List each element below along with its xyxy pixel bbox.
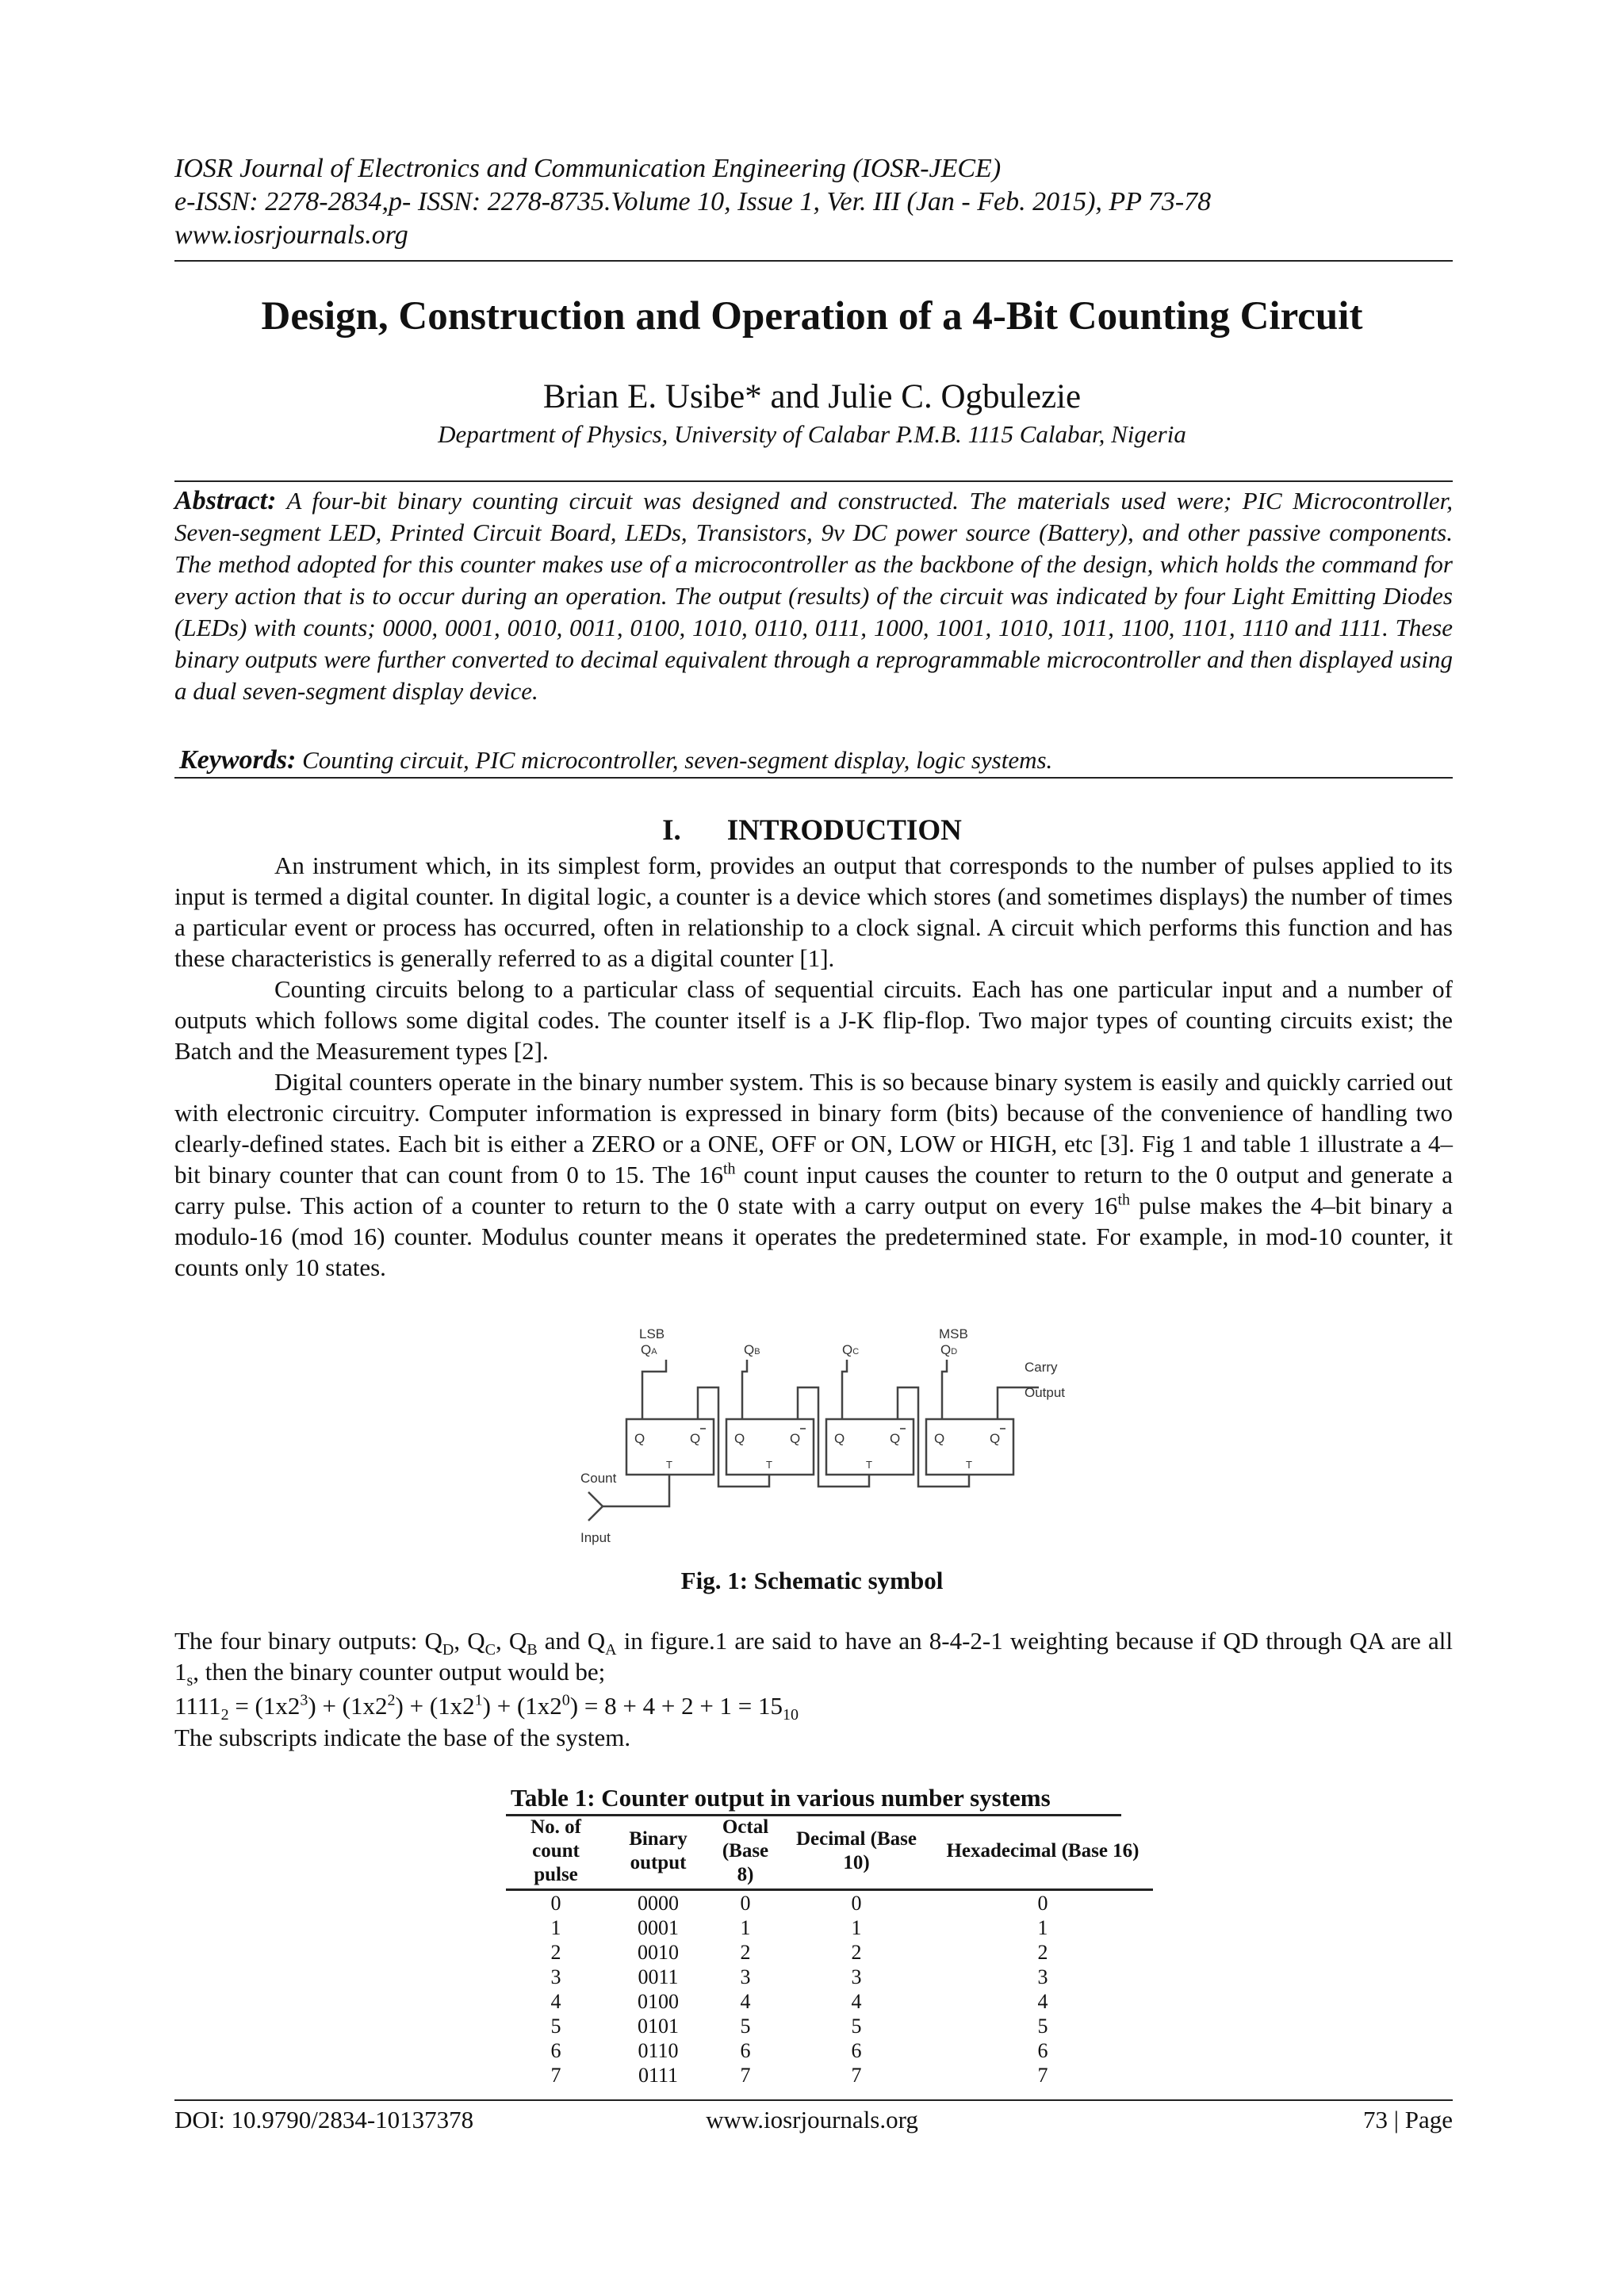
input-arrow-lower <box>588 1506 603 1521</box>
label-qb: QB <box>744 1342 760 1357</box>
table-header-binary: Binary output <box>606 1816 710 1890</box>
label-msb: MSB <box>939 1326 968 1341</box>
table-body <box>506 1890 1153 2088</box>
table-header-octal: Octal (Base 8) <box>710 1816 780 1890</box>
ff-b-q: Q <box>734 1431 745 1446</box>
superscript-th: th <box>722 1160 736 1178</box>
journal-name: IOSR Journal of Electronics and Communication Engineering (IOSR-JECE) <box>174 154 1002 183</box>
ff-b-t: T <box>766 1459 772 1471</box>
section-title: INTRODUCTION <box>726 814 962 847</box>
abstract-top-rule <box>174 480 1453 482</box>
table-cell: 0110 <box>638 2039 679 2062</box>
intro-body <box>174 850 1453 1283</box>
intro-paragraph-2: Counting circuits belong to a particular class of sequential circuits. Each has one particular input and a number of outputs which follows some digital codes. The counter itself is a J-K flip-flop. Two major types of counting circuits exist; the Batch and the Measurement types [2]. <box>174 975 1453 1065</box>
label-count: Count <box>580 1471 617 1486</box>
ff-c-t: T <box>866 1459 872 1471</box>
table-cell: 6 <box>1037 2039 1048 2062</box>
table-cell: 3 <box>740 1965 751 1988</box>
table-row <box>506 1965 1153 1989</box>
table-header-hexadecimal: Hexadecimal (Base 16) <box>933 1816 1153 1890</box>
table-cell: 3 <box>1037 1965 1048 1988</box>
table-cell: 4 <box>550 1990 561 2013</box>
table-cell: 7 <box>550 2064 561 2087</box>
label-carry: Carry <box>1025 1360 1058 1375</box>
table-cell: 0000 <box>638 1892 679 1915</box>
abstract-label: Abstract: <box>174 486 277 515</box>
keywords-text: Counting circuit, PIC microcontroller, seven-segment display, logic systems. <box>302 746 1053 774</box>
table-cell: 0011 <box>638 1965 679 1988</box>
subscripts-note: The subscripts indicate the base of the system. <box>174 1724 631 1751</box>
abstract-text: A four-bit binary counting circuit was designed and constructed. The materials used were; PIC Microcontroller, Seven-segment LED, Printed Circuit Board, LEDs, Transistors, 9v DC power source (Battery), and other passive components. The method adopted for this counter makes use of a microcontroller as the backbone of the design, which holds the command for every action that is to occur during an operation. The output (results) of the circuit was indicated by four Light Emitting Diodes (LEDs) with counts; 0000, 0001, 0010, 0011, 0100, 1010, 0110, 0111, 1000, 1001, 1010, 1011, 1100, 1101, 1110 and 1111. These binary outputs were further converted to decimal equivalent through a reprogrammable microcontroller and then displayed using a dual seven-segment display device. <box>174 487 1453 705</box>
table-row <box>506 1940 1153 1965</box>
ff-a-qbar: Q <box>690 1431 701 1446</box>
paper-authors: Brian E. Usibe* and Julie C. Ogbulezie <box>542 378 1082 415</box>
table-cell: 2 <box>851 1941 862 1964</box>
ff-d-q: Q <box>934 1431 945 1446</box>
ff-d-t: T <box>966 1459 972 1471</box>
table-cell: 5 <box>740 2015 751 2038</box>
ff-a-q: Q <box>634 1431 645 1446</box>
label-qc: QC <box>842 1342 860 1357</box>
section-heading <box>0 813 1624 848</box>
paper-title: Design, Construction and Operation of a 4-Bit Counting Circuit <box>261 294 1363 339</box>
label-qd: QD <box>940 1342 958 1357</box>
table-row <box>506 2063 1153 2087</box>
label-lsb: LSB <box>639 1326 665 1341</box>
table-caption: Table 1: Counter output in various number systems <box>511 1784 1051 1812</box>
footer-doi: DOI: 10.9790/2834-10137378 <box>174 2106 474 2133</box>
wire-qa <box>642 1360 666 1419</box>
intro-p3-part-c: pulse makes the 4–bit binary a modulo-16 (mod 16) counter. Modulus counter means it operates the predetermined state. For example, in mod-10 counter, it counts only 10 states. <box>174 1192 1453 1281</box>
wire-qc <box>842 1360 847 1419</box>
input-arrow-upper <box>588 1492 603 1506</box>
table-cell: 7 <box>740 2064 751 2087</box>
table-cell: 3 <box>851 1965 862 1988</box>
intro-paragraph-1: An instrument which, in its simplest form, provides an output that corresponds to the number of pulses applied to its input is termed a digital counter. In digital logic, a counter is a device which stores (and sometimes displays) the number of times a particular event or process has occurred, often in relationship to a clock signal. A circuit which performs this function and has these characteristics is generally referred to as a digital counter [1]. <box>174 851 1453 972</box>
keywords <box>179 745 1052 775</box>
table-cell: 6 <box>550 2039 561 2062</box>
counter-schematic <box>571 1316 1078 1554</box>
wire-qa-bar-to-tb <box>698 1387 769 1487</box>
ff-b-qbar: Q <box>790 1431 801 1446</box>
table-header-count-pulse: No. of count pulse <box>506 1816 606 1890</box>
table-cell: 1 <box>1037 1916 1048 1939</box>
table-cell: 6 <box>851 2039 862 2062</box>
table-cell: 2 <box>1037 1941 1048 1964</box>
wire-qb-bar-to-tc <box>798 1387 869 1487</box>
table-cell: 3 <box>550 1965 561 1988</box>
table-cell: 0 <box>851 1892 862 1915</box>
table-cell: 0101 <box>638 2015 679 2038</box>
figure-caption: Fig. 1: Schematic symbol <box>680 1567 944 1594</box>
ff-c-q: Q <box>834 1431 845 1446</box>
table-row <box>506 1915 1153 1940</box>
counter-table <box>506 1816 1153 2087</box>
table-cell: 1 <box>550 1916 561 1939</box>
binary-formula: $1111_2 = (1x2^3) + (1x2^2) + (1x2^1) + (1x2^0) = 8 + 4 + 2 + 1 = 15_{10}$ <box>174 1691 799 1724</box>
table-cell: 5 <box>550 2015 561 2038</box>
wire-qb <box>742 1360 747 1419</box>
table-cell: 4 <box>740 1990 751 2013</box>
footer-website[interactable]: www.iosrjournals.org <box>706 2106 918 2133</box>
header-rule <box>174 260 1453 262</box>
abstract <box>174 485 1453 707</box>
table-cell: 0010 <box>638 1941 679 1964</box>
table-row <box>506 1890 1153 1916</box>
table-cell: 7 <box>1037 2064 1048 2087</box>
outputs-paragraph: The four binary outputs: $Q_D$, $Q_C$, $Q_B$ and $Q_A$ in figure.1 are said to have an 8-4-2-1 weighting because if QD through QA are all $1_s$, then the binary counter output would be; <box>174 1627 1454 1690</box>
table-cell: 0 <box>550 1892 561 1915</box>
table-cell: 1 <box>740 1916 751 1939</box>
table-cell: 2 <box>740 1941 751 1964</box>
table-cell: 0001 <box>638 1916 679 1939</box>
table-cell: 0 <box>740 1892 751 1915</box>
intro-p3-part-a: Digital counters operate in the binary number system. This is so because binary system is easily and quickly carried out with electronic circuitry. Computer information is expressed in binary form (bits) because of the convenience of handling two clearly-defined states. Each bit is either a ZERO or a ONE, OFF or ON, LOW or HIGH, etc [3]. Fig 1 and table 1 illustrate a 4–bit binary counter that can count from 0 to 15. The 16 <box>174 1068 1453 1188</box>
label-qa: QA <box>641 1342 657 1357</box>
table-cell: 1 <box>851 1916 862 1939</box>
table-cell: 4 <box>1037 1990 1048 2013</box>
journal-website[interactable]: www.iosrjournals.org <box>174 220 408 250</box>
section-number: I. <box>662 814 681 847</box>
table-row <box>506 2038 1153 2063</box>
table-cell: 2 <box>550 1941 561 1964</box>
label-input: Input <box>580 1530 611 1545</box>
author-affiliation: Department of Physics, University of Calabar P.M.B. 1115 Calabar, Nigeria <box>438 420 1186 448</box>
wire-qc-bar-to-td <box>898 1387 969 1487</box>
table-cell: 0111 <box>638 2064 679 2087</box>
table-cell: 7 <box>851 2064 862 2087</box>
wire-qd <box>942 1360 947 1419</box>
ff-c-qbar: Q <box>890 1431 901 1446</box>
superscript-th: th <box>1117 1191 1130 1209</box>
table-header-row <box>506 1816 1153 1890</box>
table-row <box>506 2014 1153 2038</box>
table-cell: 5 <box>1037 2015 1048 2038</box>
footer-page-number: 73 | Page <box>1363 2106 1453 2133</box>
table-cell: 5 <box>851 2015 862 2038</box>
intro-p3-part-b: count input causes the counter to return to the 0 output and generate a carry pulse. This action of a counter to return to the 0 state with a carry output on every 16 <box>174 1161 1453 1219</box>
table-header-decimal: Decimal (Base 10) <box>780 1816 933 1890</box>
ff-a-t: T <box>666 1459 672 1471</box>
label-output: Output <box>1025 1385 1066 1400</box>
table-row <box>506 1989 1153 2014</box>
abstract-bottom-rule <box>174 777 1453 779</box>
footer-rule <box>174 2099 1453 2101</box>
intro-paragraph-3 <box>174 1066 1453 1283</box>
ff-d-qbar: Q <box>990 1431 1001 1446</box>
table-cell: 4 <box>851 1990 862 2013</box>
table-cell: 0 <box>1037 1892 1048 1915</box>
table-cell: 0100 <box>638 1990 679 2013</box>
table-cell: 6 <box>740 2039 751 2062</box>
keywords-label: Keywords: <box>179 745 297 775</box>
journal-issn: e-ISSN: 2278-2834,p- ISSN: 2278-8735.Volume 10, Issue 1, Ver. III (Jan - Feb. 2015), PP 73-78 <box>174 187 1212 216</box>
